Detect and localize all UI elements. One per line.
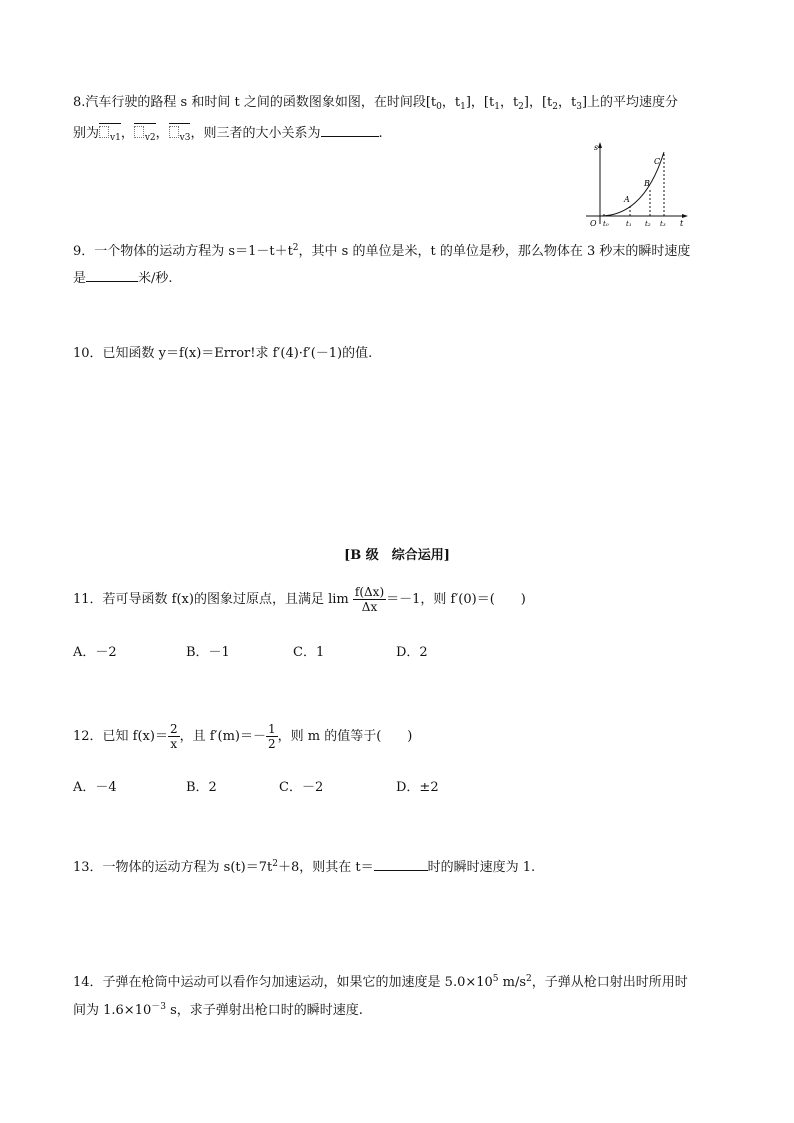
v3-mean-symbol bbox=[169, 123, 191, 147]
q8-sub-2b: 2 bbox=[552, 102, 559, 112]
q8-text-h: 别为 bbox=[73, 126, 100, 141]
q8-sep-2: ， bbox=[155, 126, 169, 141]
q12-option-c[interactable]: C．－2 bbox=[279, 780, 324, 795]
answer-blank-q13 bbox=[374, 856, 428, 871]
label-t2: t₂ bbox=[645, 220, 651, 228]
question-14-line-1 bbox=[73, 970, 688, 992]
distance-time-graph bbox=[584, 140, 690, 230]
label-t: t bbox=[680, 219, 684, 228]
v1-label: v1 bbox=[110, 133, 121, 143]
q14-sup-3: －3 bbox=[151, 1002, 166, 1012]
q13-text-a: 13．一物体的运动方程为 s(t)＝7t bbox=[73, 860, 273, 875]
question-12 bbox=[73, 721, 412, 753]
q11-option-d[interactable]: D．2 bbox=[396, 645, 428, 660]
q12-text-c: ，则 m 的值等于( ) bbox=[277, 729, 413, 744]
y-axis-arrow-icon bbox=[598, 142, 602, 148]
question-8-line-2 bbox=[73, 122, 383, 147]
q13-text-b: ＋8，则其在 t＝ bbox=[277, 860, 374, 875]
v3-label: v3 bbox=[179, 133, 191, 143]
q12-fraction-1 bbox=[168, 722, 180, 751]
q12-option-a[interactable]: A．－4 bbox=[73, 780, 117, 795]
q8-sub-1b: 1 bbox=[494, 102, 500, 112]
q8-text-g: ]上的平均速度分 bbox=[581, 95, 679, 110]
q14-text-d: 间为 1.6×10 bbox=[73, 1003, 152, 1018]
question-8-line-1 bbox=[73, 94, 678, 116]
q8-text-i: ，则三者的大小关系为 bbox=[190, 126, 321, 141]
missing-glyph-icon bbox=[134, 126, 144, 138]
q14-sup-1: 5 bbox=[492, 974, 499, 984]
q8-sub-1: 1 bbox=[460, 102, 466, 112]
q8-text-a: 8.汽车行驶的路程 s 和时间 t 之间的函数图象如图，在时间段[t bbox=[73, 95, 437, 110]
label-t3: t₃ bbox=[660, 220, 666, 228]
missing-glyph-icon bbox=[99, 126, 109, 138]
question-9-line-1 bbox=[73, 239, 690, 261]
label-s: s bbox=[594, 143, 599, 152]
q12-option-d[interactable]: D．±2 bbox=[396, 780, 439, 795]
q8-text-f: ，t bbox=[558, 95, 577, 110]
q11-option-c[interactable]: C．1 bbox=[293, 645, 325, 660]
v2-label: v2 bbox=[144, 133, 156, 143]
q11-option-b[interactable]: B．－1 bbox=[186, 645, 230, 660]
section-title: [B 级 综合运用] bbox=[344, 548, 450, 563]
q11-option-a[interactable]: A．－2 bbox=[73, 645, 117, 660]
label-C: C bbox=[654, 157, 661, 166]
question-10: 10．已知函数 y＝f(x)＝Error!求 f′(4)·f′(－1)的值. bbox=[73, 346, 373, 361]
question-14-line-2 bbox=[73, 998, 363, 1020]
q12-fraction-2 bbox=[266, 722, 278, 751]
label-t0: t₀ bbox=[603, 220, 609, 228]
q8-sub-2: 2 bbox=[518, 102, 524, 112]
q12-option-b[interactable]: B．2 bbox=[186, 780, 217, 795]
q14-text-a: 14．子弹在枪筒中运动可以看作匀加速运动，如果它的加速度是 5.0×10 bbox=[73, 975, 493, 990]
q9-sup: 2 bbox=[292, 243, 299, 253]
q11-text-b: ＝－1，则 f′(0)＝( ) bbox=[386, 592, 526, 607]
label-t1: t₁ bbox=[626, 220, 632, 228]
q8-text-d: ，t bbox=[499, 95, 519, 110]
question-9-line-2 bbox=[73, 267, 173, 288]
q9-text-d: 米/秒. bbox=[138, 271, 173, 286]
q8-text-b: ，t bbox=[441, 95, 461, 110]
q8-text-j: . bbox=[378, 126, 383, 141]
answer-blank-q9 bbox=[86, 267, 138, 282]
q14-text-b: m/s bbox=[498, 975, 527, 990]
q11-denominator: Δx bbox=[361, 600, 378, 614]
v1-mean-symbol bbox=[99, 123, 121, 147]
q8-sep-1: ， bbox=[120, 126, 134, 141]
missing-glyph-icon bbox=[169, 126, 179, 138]
q8-text-e: ]，[t bbox=[523, 95, 553, 110]
question-13 bbox=[73, 855, 535, 877]
q14-text-e: s，求子弹射出枪口时的瞬时速度. bbox=[165, 1003, 363, 1018]
q12-denominator-2: 2 bbox=[267, 737, 276, 751]
q8-text-c: ]，[t bbox=[465, 95, 495, 110]
label-B: B bbox=[644, 179, 650, 188]
q8-sub-0: 0 bbox=[436, 102, 442, 112]
q11-numerator: f(Δx) bbox=[354, 585, 385, 599]
q13-sup: 2 bbox=[272, 859, 278, 869]
q13-text-c: 时的瞬时速度为 1. bbox=[427, 860, 536, 875]
q14-sup-2: 2 bbox=[526, 974, 532, 984]
v2-mean-symbol bbox=[134, 123, 156, 147]
q12-denominator-1: x bbox=[170, 737, 178, 751]
label-A: A bbox=[624, 195, 630, 204]
question-11 bbox=[73, 584, 526, 616]
q12-numerator-1: 2 bbox=[169, 722, 178, 736]
q12-text-a: 12．已知 f(x)＝ bbox=[73, 729, 168, 744]
x-axis-arrow-icon bbox=[682, 214, 688, 218]
q12-numerator-2: 1 bbox=[267, 722, 276, 736]
q8-sub-3: 3 bbox=[576, 102, 582, 112]
q11-fraction bbox=[353, 585, 386, 614]
q9-text-b: ，其中 s 的单位是米，t 的单位是秒，那么物体在 3 秒末的瞬时速度 bbox=[298, 244, 691, 259]
q14-text-c: ，子弹从枪口射出时所用时 bbox=[531, 975, 688, 990]
q12-text-b: ，且 f′(m)＝－ bbox=[179, 729, 266, 744]
q9-text-a: 9．一个物体的运动方程为 s＝1－t＋t bbox=[73, 244, 293, 259]
q9-text-c: 是 bbox=[73, 271, 87, 286]
q11-text-a: 11．若可导函数 f(x)的图象过原点，且满足 lim bbox=[73, 592, 349, 607]
label-origin: O bbox=[590, 219, 597, 228]
answer-blank-q8 bbox=[321, 122, 379, 137]
